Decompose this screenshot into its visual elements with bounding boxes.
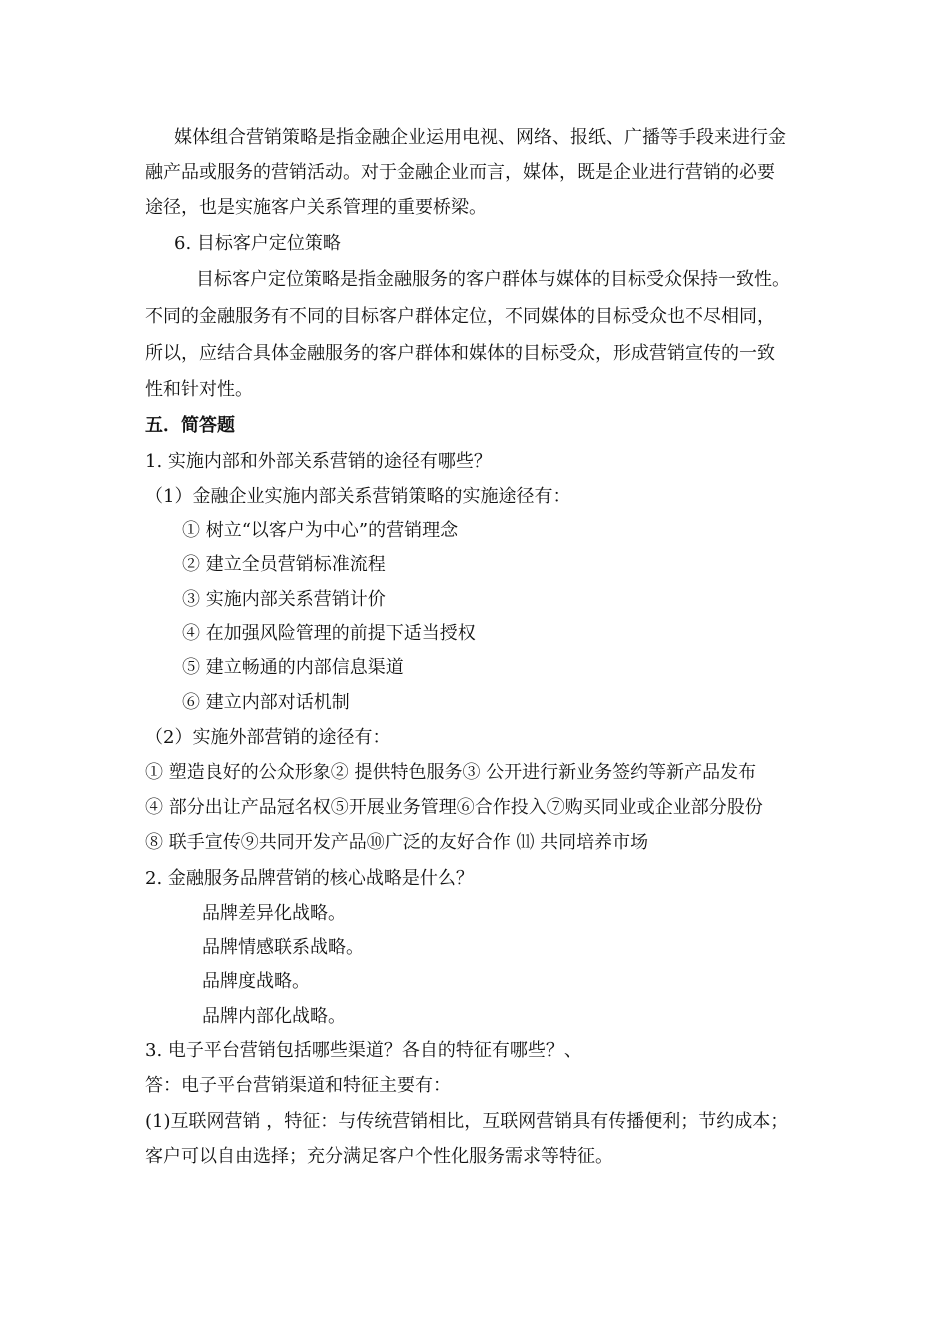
question-3: 3. 电子平台营销包括哪些渠道？各自的特征有哪些？、 <box>145 1040 582 1061</box>
internal-item-4: ④ 在加强风险管理的前提下适当授权 <box>182 623 476 644</box>
internal-item-2: ② 建立全员营销标准流程 <box>182 554 386 575</box>
internal-item-1: ① 树立“以客户为中心”的营销理念 <box>182 520 459 541</box>
internal-item-6: ⑥ 建立内部对话机制 <box>182 692 350 713</box>
external-line-3: ⑧ 联手宣传⑨共同开发产品⑩广泛的友好合作 ⑾ 共同培养市场 <box>145 832 649 853</box>
external-line-1: ① 塑造良好的公众形象② 提供特色服务③ 公开进行新业务签约等新产品发布 <box>145 762 757 783</box>
section-five-title: 五．简答题 <box>145 415 235 436</box>
question-2: 2. 金融服务品牌营销的核心战略是什么？ <box>145 868 474 889</box>
media-strategy-line-2: 融产品或服务的营销活动。对于金融企业而言，媒体，既是企业进行营销的必要 <box>145 162 775 183</box>
media-strategy-line-3: 途径，也是实施客户关系管理的重要桥梁。 <box>145 197 487 218</box>
answer-3-line-1: (1)互联网营销 ，特征：与传统营销相比，互联网营销具有传播便利；节约成本； <box>145 1111 789 1132</box>
target-strategy-line-2: 不同的金融服务有不同的目标客户群体定位，不同媒体的目标受众也不尽相同， <box>145 306 775 327</box>
internal-marketing-intro: （1）金融企业实施内部关系营销策略的实施途径有： <box>145 486 571 507</box>
answer-3-intro: 答：电子平台营销渠道和特征主要有： <box>145 1075 451 1096</box>
target-strategy-line-3: 所以，应结合具体金融服务的客户群体和媒体的目标受众，形成营销宣传的一致 <box>145 343 775 364</box>
brand-strategy-3: 品牌度战略。 <box>202 971 310 992</box>
internal-item-3: ③ 实施内部关系营销计价 <box>182 589 386 610</box>
brand-strategy-4: 品牌内部化战略。 <box>202 1006 346 1027</box>
external-marketing-intro: （2）实施外部营销的途径有： <box>145 727 391 748</box>
target-strategy-heading: 6. 目标客户定位策略 <box>174 233 341 254</box>
answer-3-line-2: 客户可以自由选择；充分满足客户个性化服务需求等特征。 <box>145 1146 613 1167</box>
external-line-2: ④ 部分出让产品冠名权⑤开展业务管理⑥合作投入⑦购买同业或企业部分股份 <box>145 797 763 818</box>
target-strategy-line-4: 性和针对性。 <box>145 379 253 400</box>
target-strategy-line-1: 目标客户定位策略是指金融服务的客户群体与媒体的目标受众保持一致性。 <box>196 269 790 290</box>
media-strategy-line-1: 媒体组合营销策略是指金融企业运用电视、网络、报纸、广播等手段来进行金 <box>174 127 786 148</box>
question-1: 1. 实施内部和外部关系营销的途径有哪些？ <box>145 451 492 472</box>
brand-strategy-1: 品牌差异化战略。 <box>202 903 346 924</box>
internal-item-5: ⑤ 建立畅通的内部信息渠道 <box>182 657 404 678</box>
brand-strategy-2: 品牌情感联系战略。 <box>202 937 364 958</box>
